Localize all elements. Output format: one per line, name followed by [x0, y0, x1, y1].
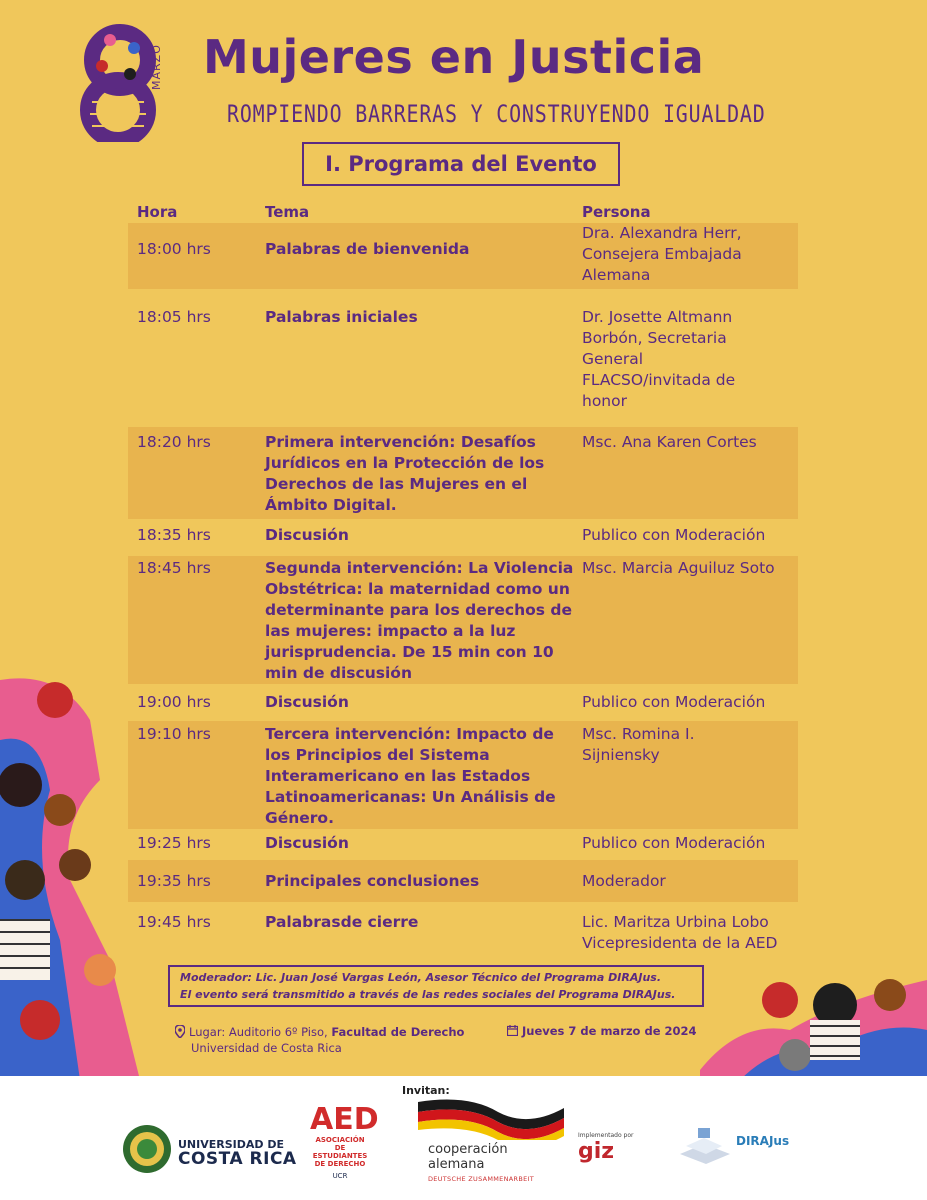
event-date: [507, 1024, 697, 1038]
coop-line2: alemana: [428, 1157, 485, 1172]
row-persona: Msc. Marcia Aguiluz Soto: [582, 559, 775, 577]
row-hora: 18:35 hrs: [137, 526, 211, 544]
ucr-line1: UNIVERSIDAD DE: [178, 1138, 284, 1151]
row-hora: 18:00 hrs: [137, 240, 211, 258]
row-persona: Publico con Moderación: [582, 526, 766, 544]
row-hora: 18:20 hrs: [137, 433, 211, 451]
dirajus-books-icon: [676, 1124, 734, 1168]
section-heading: I. Programa del Evento: [302, 142, 620, 186]
crowd-illustration-right: [700, 960, 927, 1080]
row-persona: Msc. Romina I. Sijniensky: [582, 725, 695, 764]
row-persona: Moderador: [582, 872, 666, 890]
page-subtitle: ROMPIENDO BARRERAS Y CONSTRUYENDO IGUALDAD: [227, 100, 766, 128]
event-date-text: Jueves 7 de marzo de 2024: [522, 1024, 697, 1038]
coop-line1: cooperación: [428, 1142, 508, 1157]
row-persona: Msc. Ana Karen Cortes: [582, 433, 757, 451]
dirajus-wordmark: DIRAJus: [736, 1134, 790, 1148]
row-hora: 19:00 hrs: [137, 693, 211, 711]
column-header-hora: Hora: [137, 203, 178, 221]
aed-title: AED: [310, 1102, 379, 1137]
column-header-persona: Persona: [582, 203, 651, 221]
row-hora: 18:05 hrs: [137, 308, 211, 326]
table-row: [128, 223, 798, 289]
table-row: [128, 860, 798, 902]
calendar-icon: [507, 1025, 518, 1036]
aed-subtitle: ASOCIACIÓN DE ESTUDIANTES DE DERECHO: [312, 1136, 368, 1168]
row-tema: Discusión: [265, 693, 349, 711]
row-hora: 19:35 hrs: [137, 872, 211, 890]
row-persona: Publico con Moderación: [582, 834, 766, 852]
ucr-name: [178, 1138, 297, 1169]
row-hora: 19:10 hrs: [137, 725, 211, 743]
logo-month-label: MARZO: [150, 44, 163, 90]
row-tema: Discusión: [265, 834, 349, 852]
table-row: [128, 305, 798, 425]
german-flag-ribbon-icon: [418, 1098, 564, 1140]
location: [175, 1024, 464, 1056]
row-tema: Tercera intervención: Impacto de los Principios del Sistema Interamericano en las Estados Latinoamericanas: Un Análisis de Género.: [265, 725, 556, 827]
row-tema: Palabras iniciales: [265, 308, 418, 326]
table-row: [128, 721, 798, 829]
row-tema: Segunda intervención: La Violencia Obstétrica: la maternidad como un determinante para los derechos de las mujeres: impacto a la luz jurisprudencia. De 15 min con 10 min de discusión: [265, 559, 574, 682]
eight-march-logo: [72, 22, 162, 142]
ucr-line2: COSTA RICA: [178, 1149, 297, 1169]
row-persona: Dra. Alexandra Herr, Consejera Embajada Alemana: [582, 224, 742, 284]
table-row: [128, 910, 798, 956]
page-title: Mujeres en Justicia: [203, 30, 705, 84]
column-header-tema: Tema: [265, 203, 310, 221]
location-university: Universidad de Costa Rica: [191, 1041, 342, 1055]
location-place: Facultad de Derecho: [331, 1025, 465, 1039]
broadcast-note: El evento será transmitido a través de las redes sociales del Programa DIRAJus.: [180, 988, 676, 1001]
location-prefix: Lugar: Auditorio 6º Piso,: [189, 1025, 332, 1039]
location-pin-icon: [175, 1025, 185, 1038]
row-persona: Dr. Josette Altmann Borbón, Secretaria General FLACSO/invitada de honor: [582, 308, 736, 410]
dirajus-logo: [736, 1134, 789, 1148]
row-hora: 18:45 hrs: [137, 559, 211, 577]
row-hora: 19:25 hrs: [137, 834, 211, 852]
giz-logo: [578, 1132, 633, 1164]
giz-label: Implementado por: [578, 1132, 634, 1139]
row-tema: Discusión: [265, 526, 349, 544]
table-row: [128, 688, 798, 718]
coop-line3: DEUTSCHE ZUSAMMENARBEIT: [428, 1175, 534, 1183]
sponsors-footer: [0, 1076, 927, 1200]
aed-logo: [310, 1102, 379, 1180]
moderator-note-box: [168, 965, 704, 1007]
row-tema: Principales conclusiones: [265, 872, 480, 890]
table-row: [128, 427, 798, 519]
table-row: [128, 520, 798, 552]
crowd-illustration-left: [0, 640, 140, 1080]
row-tema: Palabrasde cierre: [265, 913, 419, 931]
row-persona: Lic. Maritza Urbina Lobo Vicepresidenta de la AED: [582, 913, 778, 952]
row-tema: Palabras de bienvenida: [265, 240, 470, 258]
giz-wordmark: giz: [578, 1139, 615, 1164]
row-tema: Primera intervención: Desafíos Jurídicos en la Protección de los Derechos de las Mujeres en el Ámbito Digital.: [265, 433, 545, 514]
table-row: [128, 556, 798, 684]
moderator-note: Moderador: Lic. Juan José Vargas León, Asesor Técnico del Programa DIRAJus.: [180, 971, 662, 984]
ucr-seal-logo: [122, 1124, 172, 1174]
row-hora: 19:45 hrs: [137, 913, 211, 931]
cooperacion-alemana-logo: [428, 1142, 534, 1187]
table-row: [128, 830, 798, 858]
invitan-label: Invitan:: [402, 1084, 450, 1097]
row-persona: Publico con Moderación: [582, 693, 766, 711]
aed-ucr: UCR: [332, 1172, 348, 1180]
